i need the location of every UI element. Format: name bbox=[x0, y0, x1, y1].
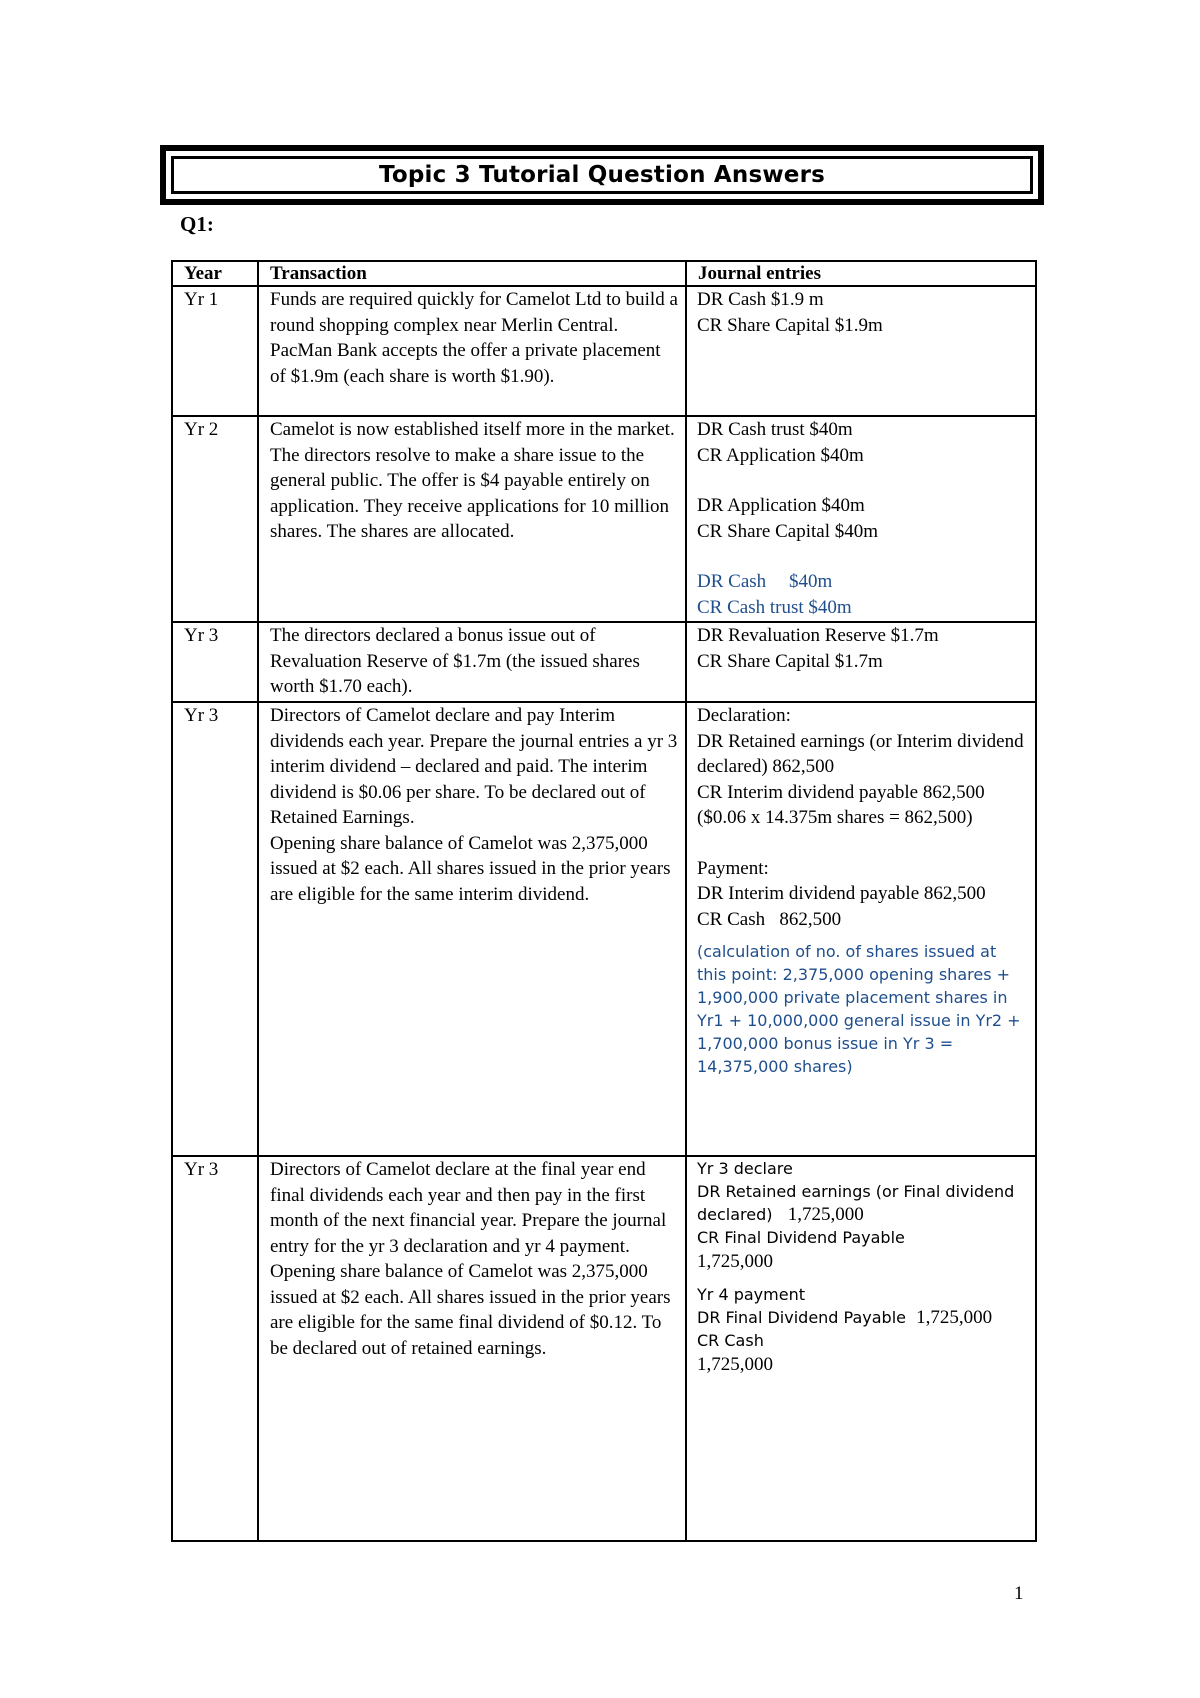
journal-cell bbox=[686, 416, 1036, 622]
header-transaction: Transaction bbox=[258, 261, 686, 286]
journal-line: DR Cash $1.9 m bbox=[697, 289, 824, 310]
journal-amount: 862,500 bbox=[779, 908, 842, 930]
journal-line-highlight bbox=[697, 569, 1029, 595]
journal-line: DR Retained earnings (or Interim dividend declared) 862,500 bbox=[697, 730, 1024, 777]
journal-line: CR Share Capital $1.9m bbox=[697, 314, 883, 336]
journal-label: DR Retained earnings (or Final dividend declared) bbox=[697, 1182, 1015, 1224]
table-header-row bbox=[172, 261, 1036, 286]
journal-amount: 1,725,000 bbox=[787, 1204, 864, 1225]
transaction-cell: Camelot is now established itself more in the market. The directors resolve to make a share issue to the general public. The offer is $4 payable entirely on application. They receive applications for 10 million shares. The shares are allocated. bbox=[258, 416, 686, 622]
year-cell: Yr 3 bbox=[172, 622, 258, 702]
journal-line: CR Share Capital $40m bbox=[697, 520, 879, 542]
journal-amount: $40m bbox=[789, 571, 833, 592]
table-row bbox=[172, 702, 1036, 1156]
question-label: Q1: bbox=[180, 212, 214, 236]
title-inner-border bbox=[171, 156, 1033, 194]
journal-heading: Yr 3 declare bbox=[697, 1159, 793, 1178]
year-cell: Yr 2 bbox=[172, 416, 258, 622]
transaction-cell: The directors declared a bonus issue out of Revaluation Reserve of $1.7m (the issued shares worth $1.70 each). bbox=[258, 622, 686, 702]
transaction-paragraph: Opening share balance of Camelot was 2,375,000 issued at $2 each. All shares issued in the prior years are eligible for the same interim dividend. bbox=[270, 832, 671, 905]
journal-cell bbox=[686, 286, 1036, 416]
journal-line: DR Interim dividend payable 862,500 bbox=[697, 883, 986, 904]
journal-label: CR Cash bbox=[697, 908, 766, 930]
journal-line: CR Share Capital $1.7m bbox=[697, 650, 883, 672]
year-cell: Yr 3 bbox=[172, 702, 258, 1156]
journal-line-highlight: CR Cash trust $40m bbox=[697, 596, 852, 618]
journal-cell bbox=[686, 622, 1036, 702]
journal-cell bbox=[686, 1156, 1036, 1541]
year-cell: Yr 1 bbox=[172, 286, 258, 416]
page-title: Topic 3 Tutorial Question Answers bbox=[378, 162, 826, 188]
table-row bbox=[172, 416, 1036, 622]
journal-line bbox=[697, 1306, 1029, 1329]
journal-amount: 1,725,000 bbox=[916, 1306, 993, 1328]
journal-line: CR Interim dividend payable 862,500 bbox=[697, 781, 985, 803]
journal-label: DR Final Dividend Payable bbox=[697, 1307, 906, 1327]
table-row bbox=[172, 1156, 1036, 1541]
transaction-paragraph: Directors of Camelot declare and pay Interim dividends each year. Prepare the journal entries a yr 3 interim dividend – declared and paid. The interim dividend is $0.06 per share. To be declared out of Retained Earnings. bbox=[270, 705, 678, 828]
journal-calc: ($0.06 x 14.375m shares = 862,500) bbox=[697, 807, 973, 828]
journal-label: DR Cash bbox=[697, 571, 767, 592]
journal-amount: 1,725,000 bbox=[697, 1353, 773, 1375]
table-row bbox=[172, 622, 1036, 702]
journal-heading: Yr 4 payment bbox=[697, 1284, 805, 1304]
header-year: Year bbox=[172, 261, 258, 286]
journal-cell bbox=[686, 702, 1036, 1156]
journal-line: DR Application $40m bbox=[697, 495, 865, 516]
transaction-cell: Directors of Camelot declare at the final year end final dividends each year and then pay in the first month of the next financial year. Prepare the journal entry for the yr 3 declaration and yr 4 payment. Opening share balance of Camelot was 2,375,000 issued at $2 each. All shares issued in the prior years are eligible for the same final dividend of $0.12. To be declared out of retained earnings. bbox=[258, 1156, 686, 1541]
journal-line: CR Cash bbox=[697, 1330, 764, 1350]
year-cell: Yr 3 bbox=[172, 1156, 258, 1541]
transaction-cell: Funds are required quickly for Camelot Ltd to build a round shopping complex near Merlin Central. PacMan Bank accepts the offer a private placement of $1.9m (each share is worth $1.90). bbox=[258, 286, 686, 416]
journal-line: CR Final Dividend Payable bbox=[697, 1228, 905, 1247]
journal-amount: 1,725,000 bbox=[697, 1251, 773, 1272]
table-row bbox=[172, 286, 1036, 416]
journal-heading: Declaration: bbox=[697, 705, 791, 726]
transaction-cell bbox=[258, 702, 686, 1156]
page-number: 1 bbox=[1014, 1583, 1024, 1604]
share-calculation-note: (calculation of no. of shares issued at this point: 2,375,000 opening shares + 1,900,000 private placement shares in Yr1 + 10,000,000 general issue in Yr2 + 1,700,000 bonus issue in Yr 3 = 14,375,000 shares) bbox=[697, 942, 1021, 1076]
journal-line bbox=[697, 1180, 1029, 1226]
journal-line: DR Cash trust $40m bbox=[697, 419, 853, 440]
title-box bbox=[160, 145, 1044, 205]
journal-line bbox=[697, 907, 1029, 933]
journal-line: DR Revaluation Reserve $1.7m bbox=[697, 625, 939, 646]
header-journal: Journal entries bbox=[686, 261, 1036, 286]
journal-line: CR Application $40m bbox=[697, 444, 864, 466]
journal-table bbox=[171, 260, 1037, 1542]
journal-heading: Payment: bbox=[697, 857, 769, 879]
